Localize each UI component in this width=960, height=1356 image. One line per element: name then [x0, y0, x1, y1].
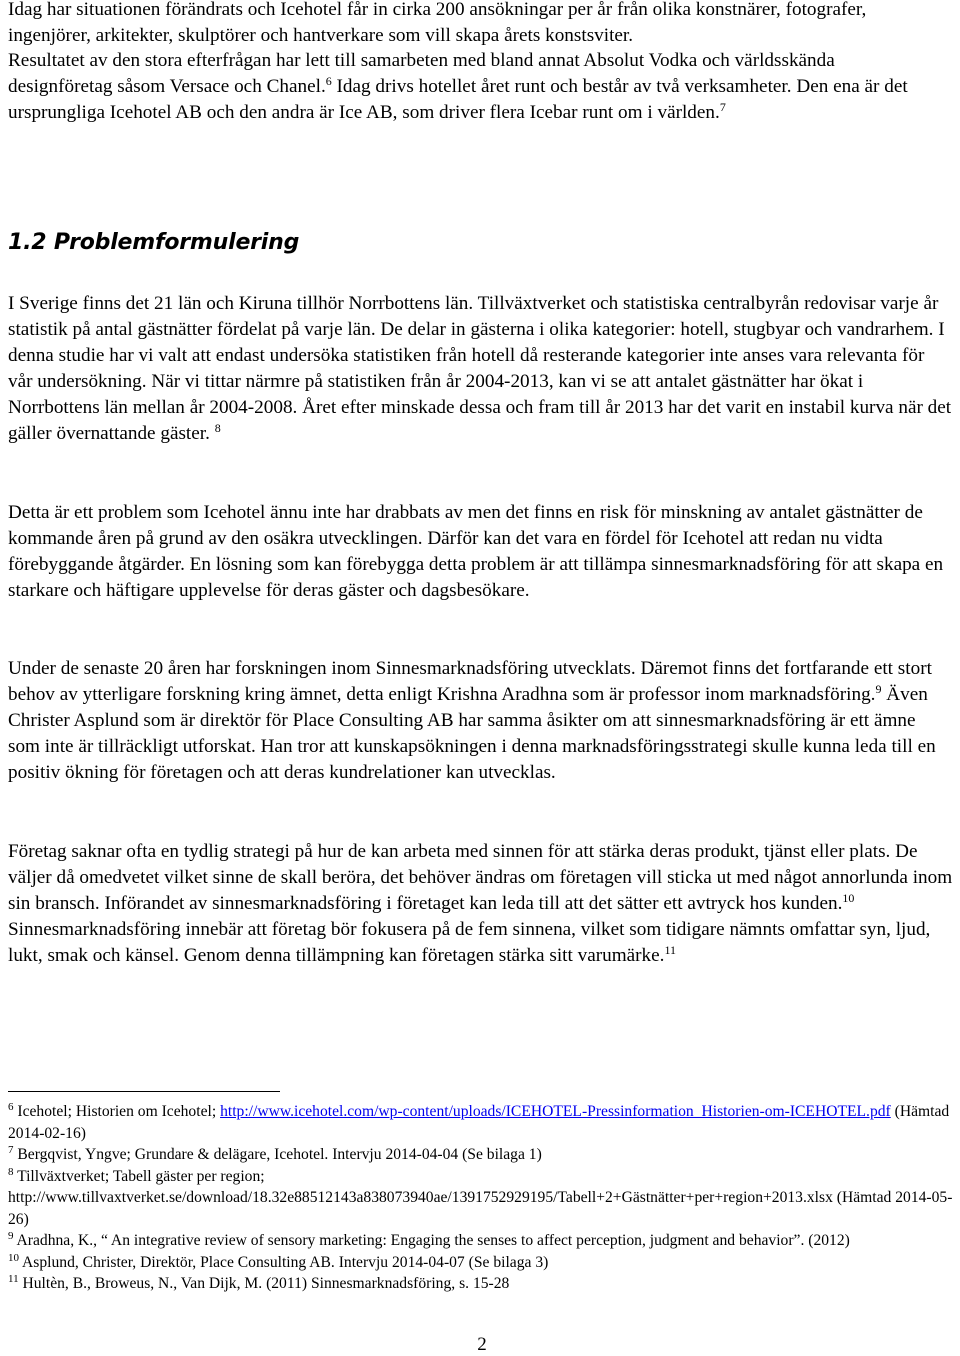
page-number: 2: [477, 1334, 487, 1355]
footnotes: [8, 1101, 960, 1295]
section-heading: 1.2 Problemformulering: [8, 230, 300, 255]
footnote-10: $^{10}$ Asplund, Christer, Direktör, Place Consulting AB. Intervju 2014-04-07 (Se bilaga 3): [8, 1251, 549, 1271]
footnote-9: $^9$ Aradhna, K., “ An integrative review of sensory marketing: Engaging the senses to affect perception, judgment and behavior”. (2012): [8, 1230, 850, 1249]
footnote-7: $^7$ Bergqvist, Yngve; Grundare & delägare, Icehotel. Intervju 2014-04-04 (Se bilaga 1): [8, 1144, 542, 1163]
problem-paragraph-4: Företag saknar ofta en tydlig strategi på hur de kan arbeta med sinnen för att stärka deras produkt, tjänst eller plats. De väljer då omedvetet vilket sinne de skall beröra, det behöver ändras om företagen vill sticka ut med något annorlunda inom sin bransch. Införandet av sinnesmarknadsföring i företaget kan leda till att det sätter ett avtryck hos kunden.$^{10}$ Sinnesmarknadsföring innebär att företag bör fokusera på de fem sinnena, vilket som tidigare nämnts omfattar syn, ljud, lukt, smak och känsel. Genom denna tillämpning kan företagen stärka sitt varumärke.$^{11}$: [8, 841, 953, 966]
footnote-ref-11[interactable]: 11: [664, 943, 677, 957]
intro-paragraph-2: Resultatet av den stora efterfrågan har lett till samarbeten med bland annat Absolut Vodka och världsskända designföretag såsom Versace och Chanel.$^6$ Idag drivs hotellet året runt och består av två verksamheter. Den ena är det ursprungliga Icehotel AB och den andra är Ice AB, som driver flera Icebar runt om i världen.$^7$: [8, 50, 908, 123]
footnote-8: $^8$ Tillväxtverket; Tabell gäster per region; http://www.tillvaxtverket.se/download/18.32e88512143a838073940ae/1391752929195/Tabell+2+Gästnätter+per+region+2013.xlsx (Hämtad 2014-05-26): [8, 1165, 953, 1228]
problem-paragraph-1: I Sverige finns det 21 län och Kiruna tillhör Norrbottens län. Tillväxtverket och statistiska centralbyrån redovisar varje år statistik på antal gästnätter fördelat på varje län. De delar in gästerna i olika kategorier: hotell, stugbyar och vandrarhem. I denna studie har vi valt att endast undersöka statistiken från hotell då resterande kategorier inte anses vara relevanta för vår undersökning. När vi tittar närmre på statistiken från år 2004-2013, kan vi se att antalet gästnätter har ökat i Norrbottens län mellan år 2004-2008. Året efter minskade dessa och fram till år 2013 har det varit en instabil kurva när det gäller övernattande gäster. $^8$: [8, 293, 952, 444]
intro-paragraph-1: Idag har situationen förändrats och Icehotel får in cirka 200 ansökningar per år från olika konstnärer, fotografer, ingenjörer, arkitekter, skulptörer och hantverkare som vill skapa årets konstsviter.: [8, 0, 867, 46]
footnote-ref-8[interactable]: 8: [214, 421, 221, 435]
footnote-6: $^6$ Icehotel; Historien om Icehotel; http://www.icehotel.com/wp-content/uploads/ICEHOTEL-Pressinformation_Historien-om-ICEHOTEL.pdf (Hämtad 2014-02-16): [8, 1101, 950, 1142]
problem-paragraph-2: Detta är ett problem som Icehotel ännu inte har drabbats av men det finns en risk för minskning av antalet gästnätter de kommande åren på grund av den osäkra utvecklingen. Därför kan det vara en fördel för Icehotel att redan nu vidta förebyggande åtgärder. En lösning som kan förebygga detta problem är att tillämpa sinnesmarknadsföring för att skapa en starkare och häftigare upplevelse för deras gäster och dagsbesökare.: [8, 502, 944, 601]
footnote-8-url: http://www.tillvaxtverket.se/download/18.32e88512143a838073940ae/1391752929195/Tabell+2+Gästnätter+per+region+2013.xlsx (Hämtad 2014-05-26): [8, 1189, 953, 1228]
footnote-ref-7[interactable]: 7: [719, 100, 726, 114]
footnote-separator: [8, 1091, 280, 1092]
footnote-6-link[interactable]: http://www.icehotel.com/wp-content/uploads/ICEHOTEL-Pressinformation_Historien-om-ICEHOTEL.pdf: [220, 1103, 891, 1120]
footnote-ref-10[interactable]: 10: [842, 891, 855, 905]
footnote-11: $^{11}$ Hultèn, B., Broweus, N., Van Dijk, M. (2011) Sinnesmarknadsföring, s. 15-28: [8, 1273, 510, 1292]
footnote-ref-6[interactable]: 6: [325, 74, 332, 88]
problem-paragraph-3: Under de senaste 20 åren har forskningen inom Sinnesmarknadsföring utvecklats. Däremot finns det fortfarande ett stort behov av ytterligare forskning kring ämnet, detta enligt Krishna Aradhna som är professor inom marknadsföring.$^9$ Även Christer Asplund som är direktör för Place Consulting AB har samma åsikter om att sinnesmarknadsföring är ett ämne som inte är tillräckligt utforskat. Han tror att kunskapsökningen i denna marknadsföringsstrategi skulle kunna leda till en positiv ökning för företagen och att deras kundrelationer kan utvecklas.: [8, 658, 936, 783]
footnote-ref-9[interactable]: 9: [875, 682, 882, 696]
